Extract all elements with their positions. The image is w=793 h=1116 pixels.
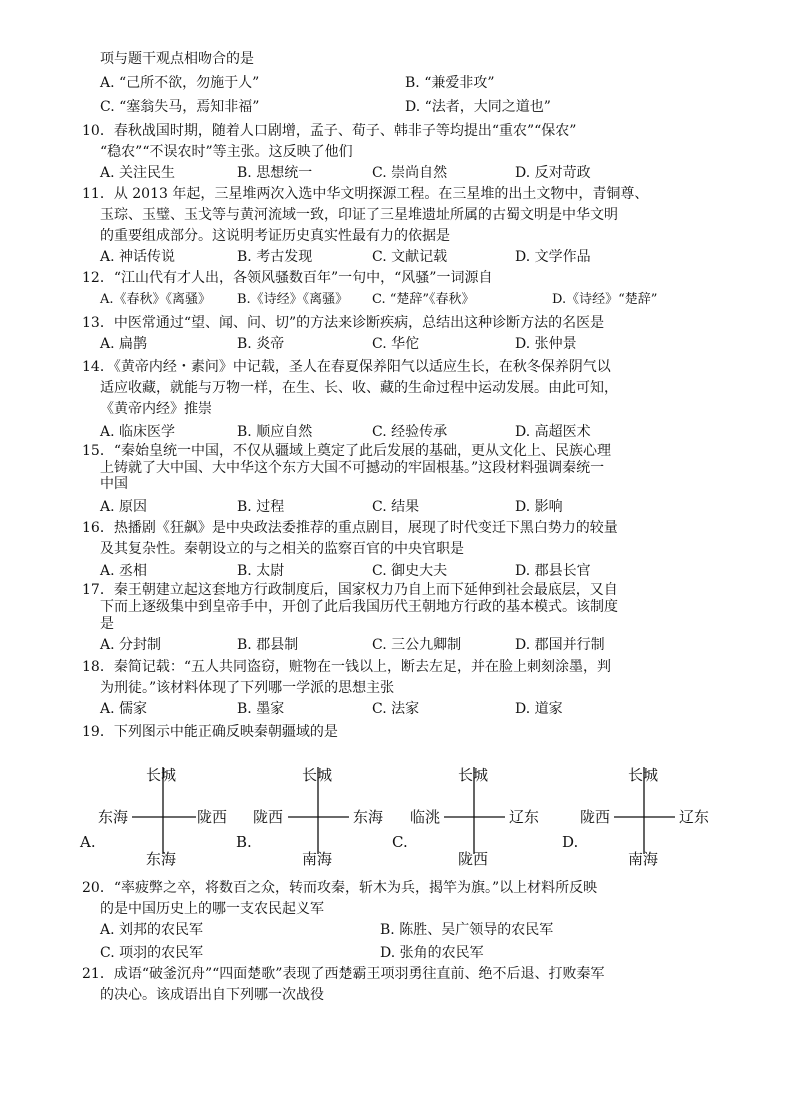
q17-line-3: 是 — [100, 616, 114, 632]
q21-line-1: 21．成语“破釜沉舟”“四面楚歌”表现了西楚霸王项羽勇往直前、绝不后退、打败秦军 — [82, 966, 605, 982]
q16-option-c: C. 御史大夫 — [372, 563, 448, 579]
q18-option-b: B. 墨家 — [237, 701, 285, 717]
q19-line-1: 19．下列图示中能正确反映秦朝疆域的是 — [82, 724, 338, 740]
q15-option-b: B. 过程 — [237, 499, 285, 515]
diagram-d — [562, 760, 722, 870]
q15-option-d: D. 影响 — [515, 499, 563, 515]
q11-option-b: B. 考古发现 — [237, 249, 313, 265]
q20-option-a: A. 刘邦的农民军 — [100, 922, 204, 938]
q12-line-1: 12．“江山代有才人出，各领风骚数百年”一句中，“风骚”一词源自 — [82, 270, 493, 286]
q9-option-b: B. “兼爱非攻” — [405, 75, 495, 91]
q18-option-a: A. 儒家 — [100, 701, 148, 717]
diagram-c-top: 长城 — [458, 766, 489, 784]
diagram-b-left: 陇西 — [253, 808, 284, 826]
q15-option-a: A. 原因 — [100, 499, 148, 515]
q17-option-a: A. 分封制 — [100, 637, 162, 653]
q11-line-3: 的重要组成部分。这说明考证历史真实性最有力的依据是 — [100, 228, 450, 244]
q14-option-b: B. 顺应自然 — [237, 424, 313, 440]
q18-line-2: 为刑徒。”该材料体现了下列哪一学派的思想主张 — [100, 680, 395, 696]
q13-option-b: B. 炎帝 — [237, 336, 285, 352]
q11-line-2: 玉琮、玉璧、玉戈等与黄河流域一致，印证了三星堆遗址所属的古蜀文明是中华文明 — [100, 207, 618, 223]
q10-option-c: C. 崇尚自然 — [372, 165, 448, 181]
q16-option-b: B. 太尉 — [237, 563, 285, 579]
diagram-a-right: 陇西 — [197, 808, 228, 826]
q14-option-d: D. 高超医术 — [515, 424, 591, 440]
q16-line-1: 16．热播剧《狂飙》是中央政法委推荐的重点剧目，展现了时代变迁下黑白势力的较量 — [82, 520, 618, 536]
q17-line-1: 17．秦王朝建立起这套地方行政制度后，国家权力乃自上而下延伸到社会最底层，又自 — [82, 582, 618, 598]
q9-option-a: A. “己所不欲，勿施于人” — [100, 75, 260, 91]
q16-line-2: 及其复杂性。秦朝设立的与之相关的监察百官的中央官职是 — [100, 541, 464, 557]
q12-option-b: B.《诗经》《离骚》 — [237, 292, 349, 307]
q9-stem: 项与题干观点相吻合的是 — [100, 51, 254, 67]
q20-option-b: B. 陈胜、吴广领导的农民军 — [380, 922, 554, 938]
diagram-c-letter: C. — [392, 833, 408, 851]
q16-option-a: A. 丞相 — [100, 563, 148, 579]
diagram-c — [392, 760, 552, 870]
q12-option-a: A.《春秋》《离骚》 — [100, 292, 212, 307]
q13-option-a: A. 扁鹊 — [100, 336, 148, 352]
q18-option-d: D. 道家 — [515, 701, 563, 717]
diagram-a-letter: A. — [80, 833, 96, 851]
diagram-a-left: 东海 — [98, 808, 129, 826]
q17-line-2: 下而上逐级集中到皇帝手中，开创了此后我国历代王朝地方行政的基本模式。该制度 — [100, 599, 618, 615]
q11-option-c: C. 文献记载 — [372, 249, 448, 265]
q17-option-c: C. 三公九卿制 — [372, 637, 462, 653]
q20-line-1: 20．“率疲弊之卒，将数百之众，转而攻秦，斩木为兵，揭竿为旗。”以上材料所反映 — [82, 880, 598, 896]
diagram-a — [80, 760, 228, 870]
q16-option-d: D. 郡县长官 — [515, 563, 591, 579]
diagram-d-bottom: 南海 — [628, 850, 659, 868]
diagram-a-top: 长城 — [146, 766, 177, 784]
q10-line-1: 10．春秋战国时期，随着人口剧增，孟子、荀子、韩非子等均提出“重农”“保农” — [82, 123, 577, 139]
q10-option-b: B. 思想统一 — [237, 165, 313, 181]
q14-option-a: A. 临床医学 — [100, 424, 176, 440]
q14-line-1: 14．《黄帝内经・素问》中记载，圣人在春夏保养阳气以适应生长，在秋冬保养阴气以 — [82, 359, 611, 375]
diagram-b-right: 东海 — [353, 808, 384, 826]
q17-option-b: B. 郡县制 — [237, 637, 299, 653]
q9-option-d: D. “法者，大同之道也” — [405, 99, 551, 115]
diagram-c-bottom: 陇西 — [458, 850, 489, 868]
q13-line-1: 13．中医常通过“望、闻、问、切”的方法来诊断疾病，总结出这种诊断方法的名医是 — [82, 315, 605, 331]
q14-line-2: 适应收藏，就能与万物一样，在生、长、收、藏的生命过程中运动发展。由此可知， — [100, 380, 618, 396]
diagram-b-top: 长城 — [302, 766, 333, 784]
q13-option-d: D. 张仲景 — [515, 336, 577, 352]
q15-line-3: 中国 — [100, 476, 128, 492]
diagram-b-bottom: 南海 — [302, 850, 333, 868]
q15-line-1: 15．“秦始皇统一中国，不仅从疆域上奠定了此后发展的基础，更从文化上、民族心理 — [82, 443, 611, 459]
q18-option-c: C. 法家 — [372, 701, 420, 717]
q9-option-c: C. “塞翁失马，焉知非福” — [100, 99, 260, 115]
q10-option-d: D. 反对苛政 — [515, 165, 591, 181]
q11-line-1: 11．从 2013 年起，三星堆两次入选中华文明探源工程。在三星堆的出土文物中，青铜尊、 — [82, 186, 649, 202]
q20-line-2: 的是中国历史上的哪一支农民起义军 — [100, 901, 324, 917]
diagram-d-right: 辽东 — [679, 808, 710, 826]
diagram-d-left: 陇西 — [580, 808, 611, 826]
q12-option-c: C. “楚辞”《春秋》 — [372, 292, 475, 307]
q17-option-d: D. 郡国并行制 — [515, 637, 605, 653]
diagram-b — [236, 760, 396, 870]
q15-option-c: C. 结果 — [372, 499, 420, 515]
q20-option-d: D. 张角的农民军 — [380, 945, 484, 961]
q18-line-1: 18．秦简记载：“五人共同盗窃，赃物在一钱以上，断去左足，并在脸上刺刻涂墨，判 — [82, 659, 611, 675]
q12-option-d: D.《诗经》“楚辞” — [552, 292, 658, 307]
q20-option-c: C. 项羽的农民军 — [100, 945, 204, 961]
q21-line-2: 的决心。该成语出自下列哪一次战役 — [100, 987, 324, 1003]
q11-option-a: A. 神话传说 — [100, 249, 176, 265]
diagram-c-right: 辽东 — [509, 808, 540, 826]
q14-option-c: C. 经验传承 — [372, 424, 448, 440]
diagram-d-letter: D. — [562, 833, 579, 851]
diagram-d-top: 长城 — [628, 766, 659, 784]
q10-line-2: “稳农”“不误农时”等主张。这反映了他们 — [100, 144, 353, 160]
diagram-b-letter: B. — [236, 833, 252, 851]
q11-option-d: D. 文学作品 — [515, 249, 591, 265]
diagram-c-left: 临洮 — [410, 808, 441, 826]
q15-line-2: 上铸就了大中国、大中华这个东方大国不可撼动的牢固根基。”这段材料强调秦统一 — [100, 460, 605, 476]
diagram-a-bottom: 东海 — [146, 850, 177, 868]
q14-line-3: 《黄帝内经》推崇 — [100, 401, 212, 417]
q13-option-c: C. 华佗 — [372, 336, 420, 352]
q10-option-a: A. 关注民生 — [100, 165, 176, 181]
